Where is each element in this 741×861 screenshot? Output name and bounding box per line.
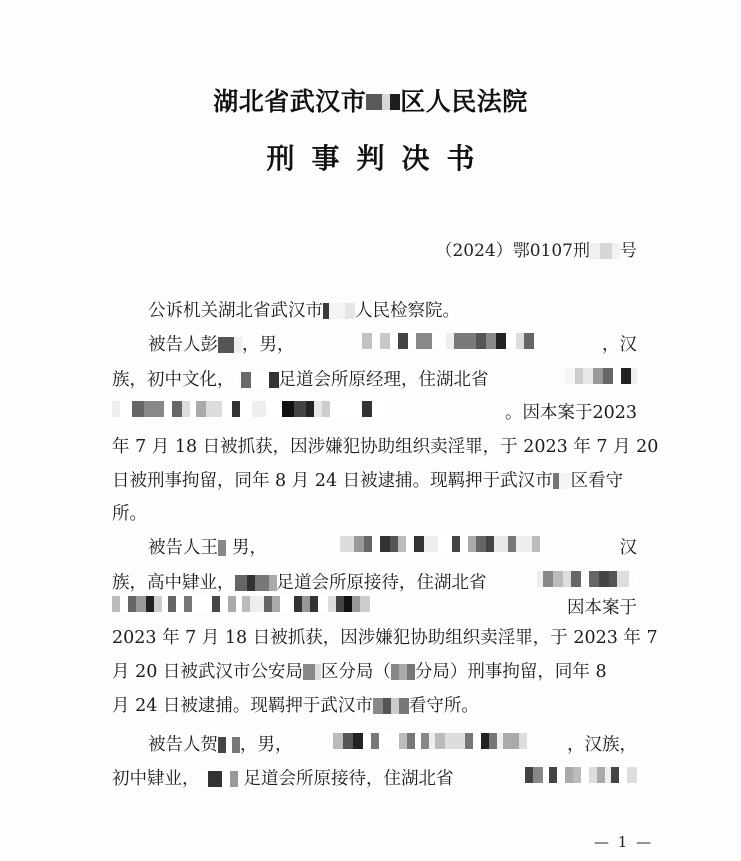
defendant1-line6: 所。 [112,504,147,524]
redaction-block [590,243,620,259]
defendant1-line3: 。因本案于2023 [112,402,637,424]
defendant2-line2: 族，高中肄业， 足道会所原接待，住湖北省 [112,572,637,594]
defendant2-line4: 2023 年 7 月 18 日被抓获，因涉嫌犯协助组织卖淫罪，于 2023 年 7 [112,628,658,648]
court-name: 湖北省武汉市 区人民法院 [213,87,528,116]
defendant2-line3: 因本案于 [112,597,637,619]
redaction-block [323,303,355,319]
defendant3-line2: 初中肄业， 足道会所原接待，住湖北省 [112,768,637,790]
defendant1-line1: 被告人彭 ，男， ，汉 [148,335,637,355]
document-title: 刑事判决书 [266,142,492,175]
defendant1-line5: 日被刑事拘留，同年 8 月 24 日被逮捕。现羁押于武汉市 区看守 [112,471,624,491]
redaction-block [373,698,409,714]
redaction-block [200,771,244,787]
page-number: — 1 — [594,833,654,851]
redaction-block [362,333,534,349]
redaction-block [235,372,279,388]
redaction-block [565,368,637,384]
redaction-block [303,664,321,680]
redaction-block [553,473,571,489]
redaction-block [218,540,232,556]
redaction-block [112,401,384,417]
redaction-block [525,767,637,783]
redaction-block [340,536,546,552]
defendant1-line2: 族，初中文化， 足道会所原经理，住湖北省 [112,369,637,391]
redaction-block [218,737,240,753]
defendant3-line1: 被告人贺 ，男， ，汉族， [148,735,637,755]
prosecutor-line: 公诉机关湖北省武汉市 人民检察院。 [148,301,460,321]
case-number: （2024）鄂0107刑 号 [435,241,637,261]
redaction-block [391,664,415,680]
redaction-block [333,733,527,749]
redaction-block [218,337,242,353]
redaction-block [366,94,400,110]
redaction-block [235,575,277,591]
defendant2-line1: 被告人王 男， 汉 [148,538,637,558]
defendant1-line4: 年 7 月 18 日被抓获，因涉嫌犯协助组织卖淫罪，于 2023 年 7 月 20 [112,437,659,457]
redaction-block [112,596,370,612]
defendant2-line6: 月 24 日被逮捕。现羁押于武汉市 看守所。 [112,696,479,716]
defendant2-line5: 月 20 日被武汉市公安局 区分局（ 分局）刑事拘留，同年 8 [112,662,607,682]
redaction-block [537,571,637,587]
